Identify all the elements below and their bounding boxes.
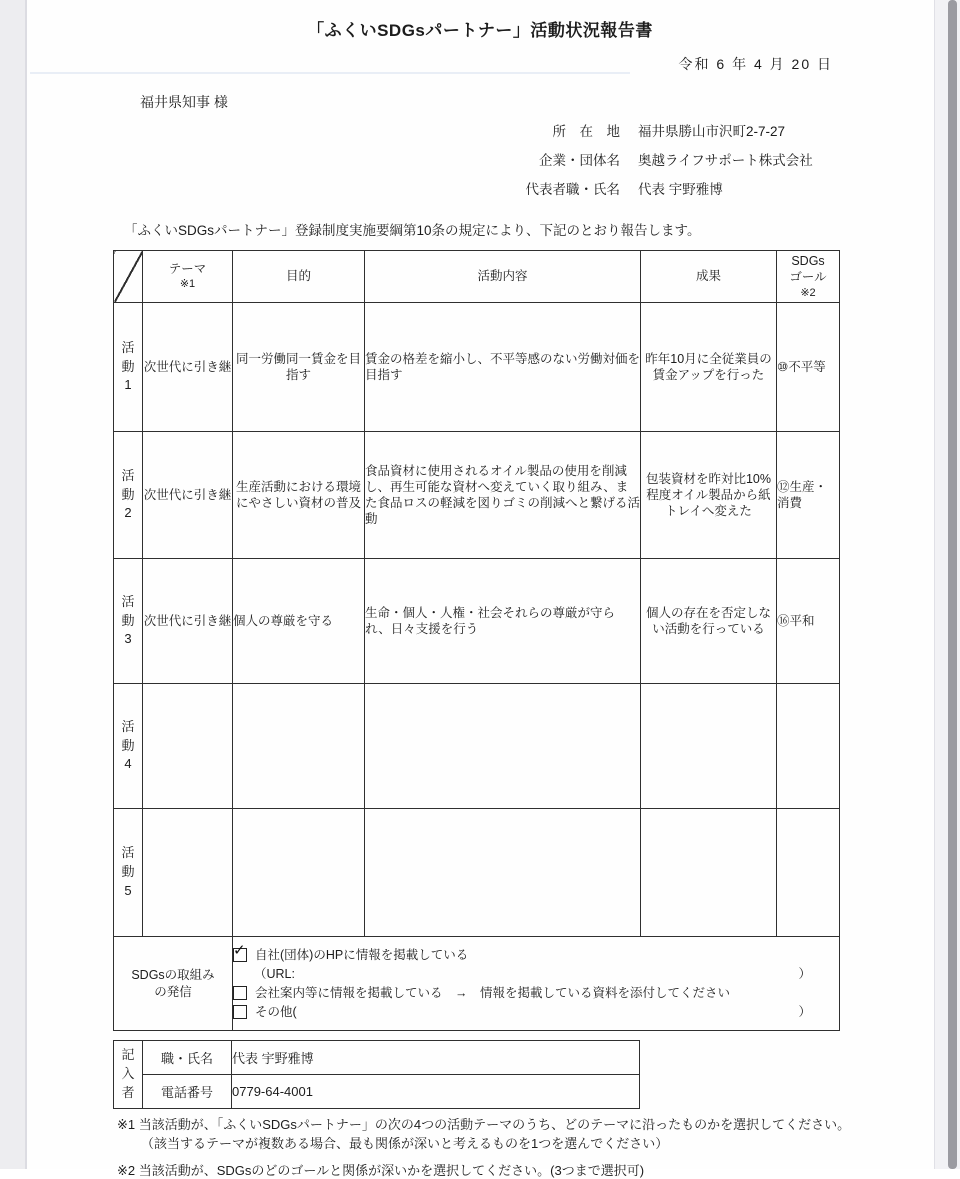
reporter-phone-value: 0779-64-4001: [232, 1075, 640, 1109]
checkbox-unchecked-icon[interactable]: [233, 1005, 247, 1019]
activity3-result: 個人の存在を否定しない活動を行っている: [641, 559, 777, 684]
dissemination-option-brochure-label: 会社案内等に情報を掲載している → 情報を掲載している資料を添付してください: [255, 986, 731, 1000]
table-row-activity1: [114, 303, 840, 432]
activity3-number: 活動3: [121, 593, 135, 647]
header-sdgs-goal: [777, 251, 840, 303]
activity3-content: 生命・個人・人権・社会それらの尊厳が守られ、日々支援を行う: [365, 559, 641, 684]
sender-row-representative: [500, 178, 813, 198]
address-value: 福井県勝山市沢町2-7-27: [638, 124, 786, 139]
dissemination-content: [233, 937, 840, 1031]
activity4-content: [365, 684, 641, 809]
company-value: 奥越ライフサポート株式会社: [638, 153, 813, 168]
activity2-goal: ⑫生産・消費: [777, 432, 840, 559]
checkbox-unchecked-icon[interactable]: [233, 986, 247, 1000]
activity3-theme: 次世代に引き継: [143, 559, 233, 684]
url-label: （URL:: [254, 966, 295, 981]
representative-label: 代表者職・氏名: [525, 182, 620, 197]
activity1-purpose: 同一労働同一賃金を目指す: [233, 303, 365, 432]
dissemination-label-line2: の発信: [154, 984, 192, 999]
reporter-phone-row: [114, 1075, 640, 1109]
dissemination-url-line: [233, 966, 839, 982]
activity4-number: 活動4: [121, 718, 135, 772]
sender-block: [500, 120, 813, 207]
url-closing-paren: ）: [798, 966, 811, 981]
header-activity: 活動内容: [365, 251, 641, 303]
dissemination-option-hp: [233, 941, 839, 963]
check-mark-icon: ✓: [233, 941, 246, 959]
reporter-name-row: [114, 1041, 640, 1075]
activity4-goal: [777, 684, 840, 809]
dissemination-label: [114, 937, 233, 1031]
dissemination-option-other: [233, 1004, 839, 1020]
activity1-goal: ⑩不平等: [777, 303, 840, 432]
scrollbar[interactable]: [934, 0, 960, 1169]
table-row-activity4: [114, 684, 840, 809]
activity2-number: 活動2: [121, 467, 135, 521]
dissemination-option-brochure: [233, 985, 839, 1001]
reporter-table: [113, 1040, 640, 1109]
header-goal-note: ※2: [800, 286, 816, 299]
table-row-activity2: [114, 432, 840, 559]
footnote-2-clipped: ※2 当該活動が、SDGsのどのゴールと関係が深いかを選択してください。(3つまで選択可): [117, 1163, 645, 1178]
intro-text: 「ふくいSDGsパートナー」登録制度実施要綱第10条の規定により、下記のとおり報告します。: [124, 223, 701, 238]
table-row-activity5: [114, 809, 840, 937]
activity1-result: 昨年10月に全従業員の賃金アップを行った: [641, 303, 777, 432]
reporter-name-label: 職・氏名: [143, 1041, 232, 1075]
activity2-result: 包装資材を昨対比10%程度オイル製品から紙トレイへ変えた: [641, 432, 777, 559]
page-title: 「ふくいSDGsパートナー」活動状況報告書: [307, 21, 653, 40]
header-row: [114, 251, 840, 303]
activity4-result: [641, 684, 777, 809]
header-goal-line1: SDGs: [791, 254, 825, 269]
other-closing-paren: ）: [798, 1005, 811, 1020]
header-purpose: 目的: [233, 251, 365, 303]
dissemination-option-other-label: その他(: [255, 1005, 297, 1020]
activity5-theme: [143, 809, 233, 937]
header-theme-note: ※1: [179, 278, 196, 291]
header-goal-line2: ゴール: [789, 270, 827, 285]
diagonal-corner-cell: [114, 251, 143, 303]
scrollbar-thumb[interactable]: [948, 0, 957, 1169]
reporter-name-value: 代表 宇野雅博: [232, 1041, 640, 1075]
activity4-purpose: [233, 684, 365, 809]
activity2-content: 食品資材に使用されるオイル製品の使用を削減し、再生可能な資材へ変えていく取り組み、また食品ロスの軽減を図りゴミの削減へと繋げる活動: [365, 432, 641, 559]
sender-row-company: [500, 149, 813, 169]
company-label: 企業・団体名: [539, 153, 620, 168]
dissemination-row: [114, 937, 840, 1031]
checkbox-checked-icon[interactable]: [233, 941, 247, 962]
activity1-content: 賃金の格差を縮小し、不平等感のない労働対価を目指す: [365, 303, 641, 432]
sender-row-address: [500, 120, 813, 140]
dissemination-label-line1: SDGsの取組み: [131, 968, 215, 983]
activity5-content: [365, 809, 641, 937]
activity2-theme: 次世代に引き継: [143, 432, 233, 559]
header-theme-label: テーマ: [168, 262, 207, 277]
activity4-theme: [143, 684, 233, 809]
representative-value: 代表 宇野雅博: [638, 182, 723, 197]
address-label: 所 在 地: [552, 124, 620, 139]
reporter-phone-label: 電話番号: [143, 1075, 232, 1109]
activity5-goal: [777, 809, 840, 937]
reporter-label: 記入者: [121, 1047, 135, 1100]
footnote-1-line2: （該当するテーマが複数ある場合、最も関係が深いと考えるものを1つを選んでください）: [141, 1136, 669, 1151]
table-row-activity3: [114, 559, 840, 684]
reporter-label-cell: [114, 1041, 143, 1109]
activity2-purpose: 生産活動における環境にやさしい資材の普及: [233, 432, 365, 559]
header-result: 成果: [641, 251, 777, 303]
activity1-theme: 次世代に引き継: [143, 303, 233, 432]
activity5-result: [641, 809, 777, 937]
activity3-goal: ⑯平和: [777, 559, 840, 684]
activity3-purpose: 個人の尊厳を守る: [233, 559, 365, 684]
activity5-purpose: [233, 809, 365, 937]
scan-artifact-line: [30, 72, 630, 74]
dissemination-option-hp-label: 自社(団体)のHPに情報を掲載している: [255, 947, 469, 962]
footnote-1-line1: ※1 当該活動が、「ふくいSDGsパートナー」の次の4つの活動テーマのうち、どのテーマに沿ったものかを選択してください。: [117, 1117, 851, 1132]
addressee: 福井県知事 様: [140, 94, 228, 110]
activity-report-table: [113, 250, 840, 1031]
scan-left-margin: [0, 0, 27, 1169]
header-theme: [143, 251, 233, 303]
activity5-number: 活動5: [121, 845, 135, 898]
report-date: 令和 6 年 4 月 20 日: [678, 56, 833, 72]
activity1-number: 活動1: [121, 339, 135, 393]
